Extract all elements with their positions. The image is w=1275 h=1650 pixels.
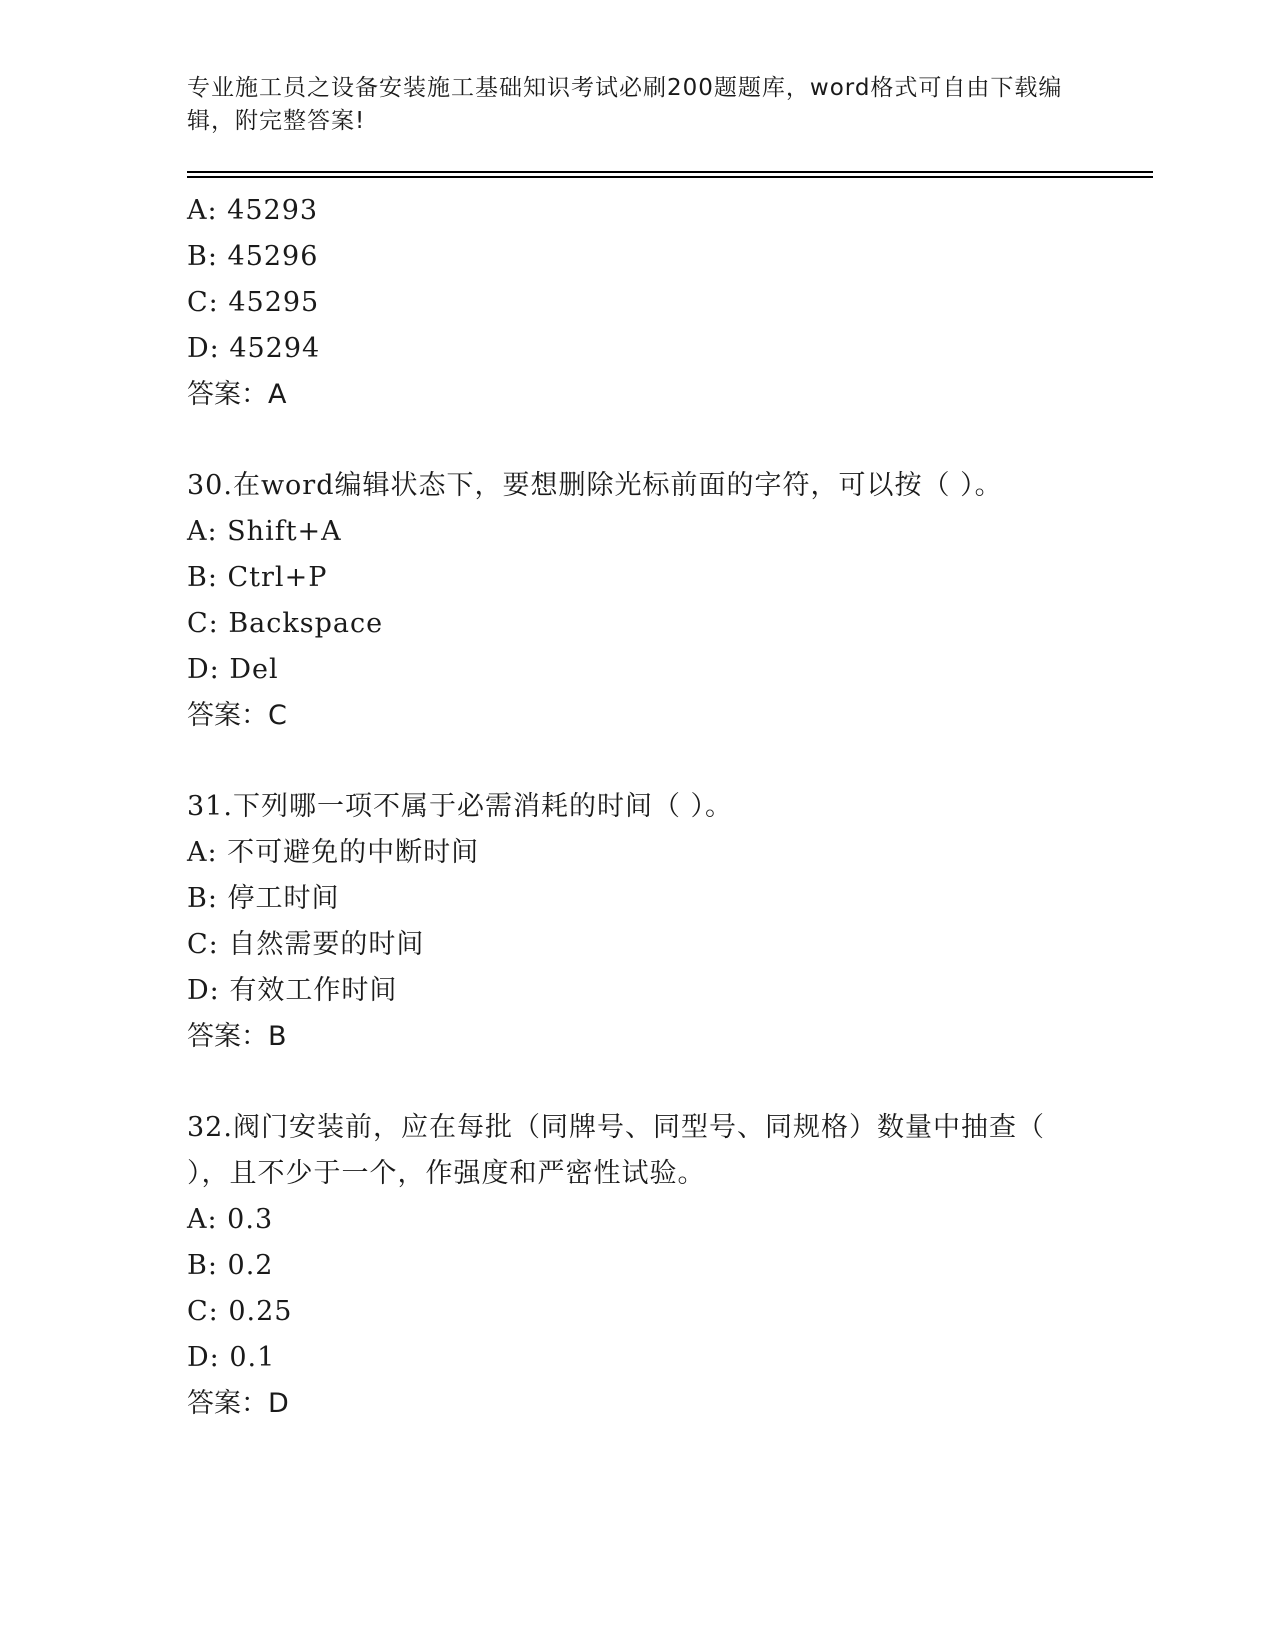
question-29 bbox=[187, 188, 1087, 418]
answer: 答案：D bbox=[187, 1388, 289, 1419]
option-c: C: 自然需要的时间 bbox=[187, 929, 425, 960]
option-c: C: 0.25 bbox=[187, 1296, 293, 1327]
document-header: 专业施工员之设备安装施工基础知识考试必刷200题题库，word格式可自由下载编辑，附完整答案! bbox=[187, 75, 1063, 134]
question-stem: 31.下列哪一项不属于必需消耗的时间（ ）。 bbox=[187, 791, 734, 822]
question-32 bbox=[187, 1105, 1087, 1427]
question-stem: 32.阀门安装前，应在每批（同牌号、同型号、同规格）数量中抽查（ ），且不少于一个，作强度和严密性试验。 bbox=[187, 1112, 1045, 1189]
option-b: B: 停工时间 bbox=[187, 883, 340, 914]
question-stem: 30.在word编辑状态下，要想删除光标前面的字符，可以按（ ）。 bbox=[187, 470, 1003, 501]
option-d: D: 45294 bbox=[187, 333, 321, 364]
option-c: C: Backspace bbox=[187, 608, 384, 639]
header-rule-bottom bbox=[187, 176, 1153, 178]
option-a: A: 45293 bbox=[187, 195, 319, 226]
option-a: A: 不可避免的中断时间 bbox=[187, 837, 480, 868]
option-b: B: 0.2 bbox=[187, 1250, 274, 1281]
question-list bbox=[187, 188, 1087, 1427]
option-b: B: 45296 bbox=[187, 241, 319, 272]
option-d: D: 0.1 bbox=[187, 1342, 276, 1373]
option-d: D: 有效工作时间 bbox=[187, 975, 398, 1006]
question-31 bbox=[187, 784, 1087, 1060]
option-c: C: 45295 bbox=[187, 287, 320, 318]
option-a: A: Shift+A bbox=[187, 516, 342, 547]
option-b: B: Ctrl+P bbox=[187, 562, 328, 593]
option-a: A: 0.3 bbox=[187, 1204, 274, 1235]
header-rule-top bbox=[187, 171, 1153, 173]
option-d: D: Del bbox=[187, 654, 279, 685]
answer: 答案：A bbox=[187, 379, 287, 410]
answer: 答案：B bbox=[187, 1021, 287, 1052]
question-30 bbox=[187, 463, 1087, 739]
answer: 答案：C bbox=[187, 700, 287, 731]
